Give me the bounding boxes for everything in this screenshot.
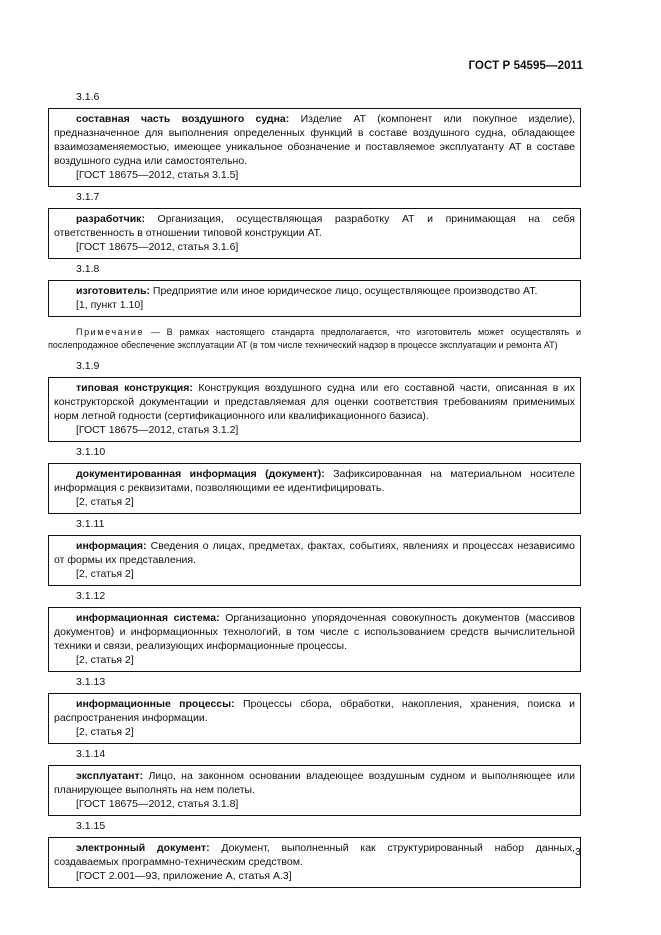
term-source: [ГОСТ 2.001—93, приложение А, статья А.3]: [76, 870, 292, 882]
term-source: [2, статья 2]: [76, 496, 134, 508]
term-name: составная часть воздушного судна:: [76, 113, 290, 125]
term-definition: [54, 539, 575, 567]
term-box: [48, 208, 581, 259]
note: [48, 326, 581, 352]
definition-text: Организационно упорядоченная совокупность документов (массивов документов) и информационных технологий, в том числе с использованием средств вычислительной техники и связи, реализующих информационные процессы.: [54, 612, 575, 652]
term-number: 3.1.11: [76, 518, 105, 530]
term-number: 3.1.10: [76, 446, 106, 458]
note-label: Примечание: [76, 327, 145, 337]
term-box: [48, 837, 581, 888]
definition-text: Документ, выполненный как структурированный набор данных, создаваемых программно-техническим средством.: [54, 842, 575, 868]
term-definition: [54, 769, 575, 797]
term-source: [2, статья 2]: [76, 654, 134, 666]
term-definition: [54, 697, 575, 725]
term-box: [48, 463, 581, 514]
term-definition: [54, 284, 575, 298]
term-source: [1, пункт 1.10]: [76, 299, 144, 311]
term-box: [48, 280, 581, 317]
term-name: документированная информация (документ):: [76, 468, 325, 480]
definition-text: Организация, осуществляющая разработку АТ и принимающая на себя ответственность в отношении типовой конструкции АТ.: [54, 213, 575, 239]
term-source: [ГОСТ 18675—2012, статья 3.1.2]: [76, 424, 239, 436]
term-box: [48, 607, 581, 672]
term-number: 3.1.12: [76, 590, 106, 602]
term-definition: [54, 112, 575, 168]
term-box: [48, 693, 581, 744]
term-number: 3.1.13: [76, 676, 106, 688]
term-definition: [54, 467, 575, 495]
term-definition: [54, 611, 575, 653]
term-name: разработчик:: [76, 213, 145, 225]
term-name: изготовитель:: [76, 285, 150, 297]
definition-text: Сведения о лицах, предметах, фактах, событиях, явлениях и процессах независимо от формы их представления.: [54, 540, 575, 566]
page-number: 3: [575, 846, 581, 858]
definition-text: Изделие АТ (компонент или покупное изделие), предназначенное для выполнения определенных функций в составе воздушного судна, обладающее взаимозаменяемостью, имеющее уникальное обозначение и поставляемое эксплуатанту АТ в составе воздушного судна или самостоятельно.: [54, 113, 575, 167]
term-name: информация:: [76, 540, 147, 552]
definition-text: Лицо, на законном основании владеющее воздушным судном и выполняющее или планирующее выполнять на нем полеты.: [54, 770, 575, 796]
term-source: [ГОСТ 18675—2012, статья 3.1.6]: [76, 241, 239, 253]
term-definition: [54, 381, 575, 423]
terms-section: [48, 91, 581, 892]
definition-text: Процессы сбора, обработки, накопления, хранения, поиска и распространения информации.: [54, 698, 575, 724]
term-source: [2, статья 2]: [76, 726, 134, 738]
term-number: 3.1.6: [76, 91, 100, 103]
term-number: 3.1.15: [76, 820, 106, 832]
definition-text: Конструкция воздушного судна или его составной части, описанная в их конструкторской документации и представляемая для оценки соответствия требованиям применимых норм летной годности (сертификационного или квалификационного базиса).: [54, 382, 575, 422]
term-source: [ГОСТ 18675—2012, статья 3.1.5]: [76, 169, 239, 181]
term-name: электронный документ:: [76, 842, 210, 854]
term-number: 3.1.9: [76, 360, 100, 372]
term-definition: [54, 212, 575, 240]
term-box: [48, 108, 581, 187]
page-header: ГОСТ Р 54595—2011: [468, 60, 583, 72]
note-text: — В рамках настоящего стандарта предполагается, что изготовитель может осуществлять и послепродажное обеспечение эксплуатации АТ (в том числе технический надзор в процессе эксплуатации и ремонта АТ): [48, 327, 581, 350]
term-box: [48, 765, 581, 816]
term-name: типовая конструкция:: [76, 382, 193, 394]
term-number: 3.1.14: [76, 748, 106, 760]
term-name: эксплуатант:: [76, 770, 144, 782]
term-definition: [54, 841, 575, 869]
term-number: 3.1.8: [76, 263, 100, 275]
term-box: [48, 535, 581, 586]
term-number: 3.1.7: [76, 191, 100, 203]
term-name: информационная система:: [76, 612, 220, 624]
term-box: [48, 377, 581, 442]
definition-text: Зафиксированная на материальном носителе информация с реквизитами, позволяющими ее идентифицировать.: [54, 468, 575, 494]
term-source: [2, статья 2]: [76, 568, 134, 580]
term-source: [ГОСТ 18675—2012, статья 3.1.8]: [76, 798, 239, 810]
term-name: информационные процессы:: [76, 698, 235, 710]
definition-text: Предприятие или иное юридическое лицо, осуществляющее производство АТ.: [152, 285, 538, 297]
